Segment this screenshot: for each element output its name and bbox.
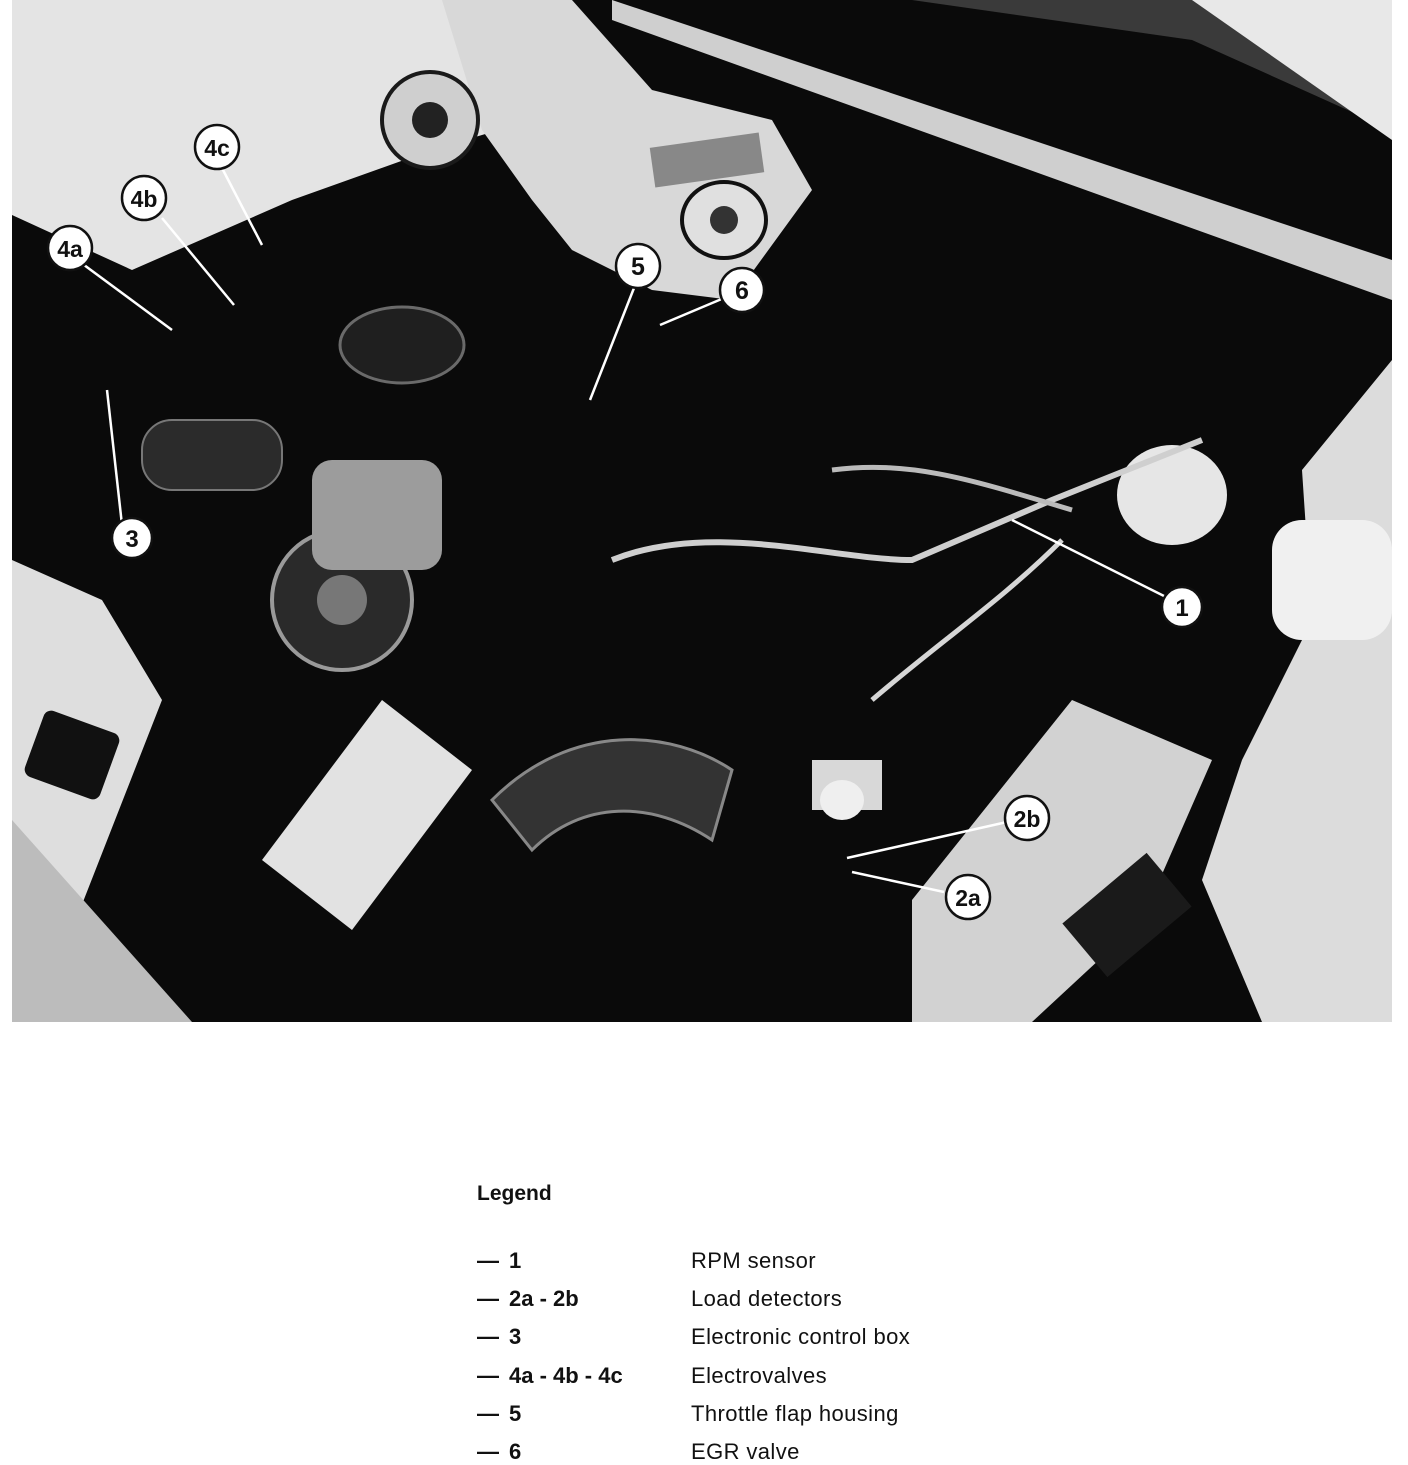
legend-label: EGR valve: [691, 1439, 800, 1464]
callout-4b: [122, 176, 166, 220]
legend-label: RPM sensor: [691, 1248, 817, 1273]
engine-bay-photo: [12, 0, 1392, 1022]
legend-label: Electronic control box: [691, 1324, 911, 1349]
callout-1-label: 1: [1175, 595, 1189, 622]
air-filter: [340, 307, 464, 383]
legend-key: 3: [509, 1324, 522, 1349]
legend-key: 1: [509, 1248, 522, 1273]
legend-dash: —: [477, 1439, 499, 1464]
callout-3: [112, 518, 152, 558]
legend-label: Load detectors: [691, 1286, 843, 1311]
callout-4c: [195, 125, 239, 169]
legend-key: 5: [509, 1401, 522, 1426]
legend-dash: —: [477, 1401, 499, 1426]
callout-6: [720, 268, 764, 312]
callout-2a: [946, 875, 990, 919]
legend-dash: —: [477, 1248, 499, 1273]
legend-key: 2a - 2b: [509, 1286, 579, 1311]
legend-label: Throttle flap housing: [691, 1401, 899, 1426]
legend-dash: —: [477, 1324, 499, 1349]
callout-2b-label: 2b: [1013, 806, 1041, 832]
callout-3-label: 3: [125, 526, 139, 553]
callout-2a-label: 2a: [955, 885, 981, 911]
callout-6-label: 6: [735, 277, 749, 305]
legend-label: Electrovalves: [691, 1363, 828, 1388]
legend-title: Legend: [477, 1182, 552, 1205]
callout-4a-label: 4a: [57, 236, 83, 262]
legend-dash: —: [477, 1286, 499, 1311]
legend-dash: —: [477, 1363, 499, 1388]
callout-1: [1162, 587, 1202, 627]
callout-5: [616, 244, 660, 288]
callout-4b-label: 4b: [130, 186, 158, 212]
callout-5-label: 5: [631, 253, 645, 281]
legend-key: 4a - 4b - 4c: [509, 1363, 623, 1388]
callout-4a: [48, 226, 92, 270]
callout-4c-label: 4c: [204, 135, 230, 161]
callout-2b: [1005, 796, 1049, 840]
legend-key: 6: [509, 1439, 522, 1464]
right-reservoir: [1117, 445, 1227, 545]
